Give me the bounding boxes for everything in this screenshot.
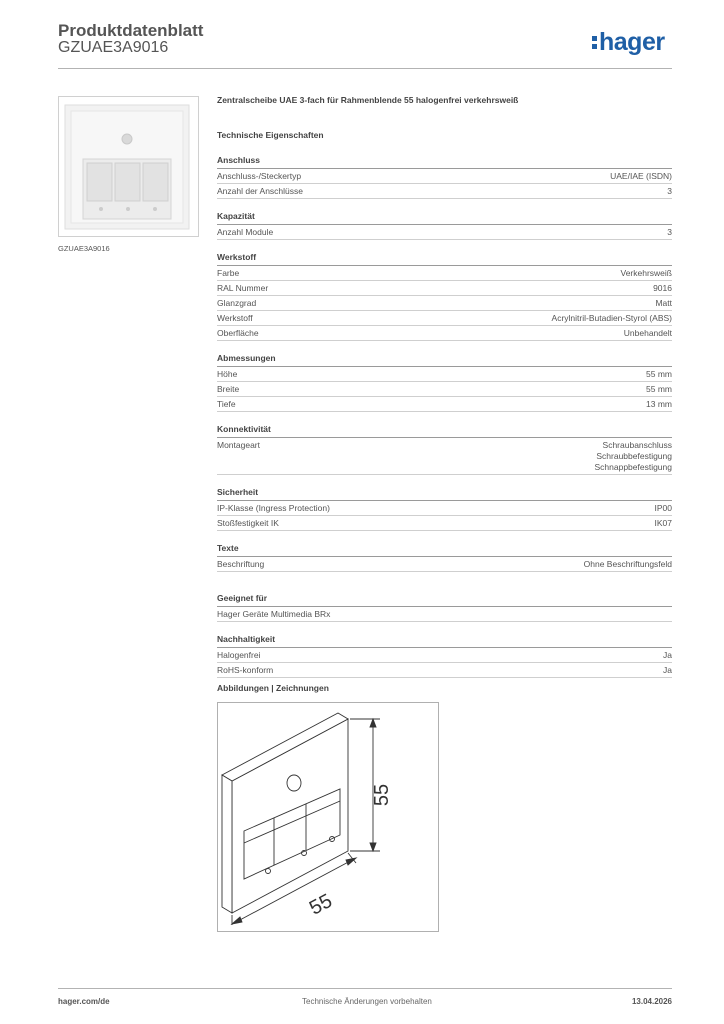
spec-value xyxy=(663,665,672,676)
section-heading: Konnektivität xyxy=(217,424,672,438)
page-title: Produktdatenblatt xyxy=(58,21,204,40)
spec-row xyxy=(217,382,672,397)
spec-value xyxy=(663,650,672,661)
dim-height-label: 55 xyxy=(371,783,393,807)
logo-colon-icon xyxy=(592,34,597,52)
spec-label: Montageart xyxy=(217,440,260,450)
spec-value xyxy=(667,186,672,197)
spec-label: Halogenfrei xyxy=(217,650,261,660)
spec-row xyxy=(217,296,672,311)
header-divider xyxy=(58,68,672,69)
spec-value-line: 3 xyxy=(667,186,672,196)
spec-value xyxy=(646,399,672,410)
spec-label: Werkstoff xyxy=(217,313,253,323)
spec-value-line: 13 mm xyxy=(646,399,672,409)
spec-row xyxy=(217,326,672,341)
spec-label: Anzahl der Anschlüsse xyxy=(217,186,303,196)
spec-row xyxy=(217,516,672,531)
footer-website[interactable]: hager.com/de xyxy=(58,997,110,1006)
spec-value-line: 9016 xyxy=(653,283,672,293)
tech-heading: Technische Eigenschaften xyxy=(217,130,324,140)
spec-row xyxy=(217,281,672,296)
spec-label: IP-Klasse (Ingress Protection) xyxy=(217,503,330,513)
spec-sections xyxy=(217,155,672,678)
section-heading: Texte xyxy=(217,543,672,557)
spec-label: Anschluss-/Steckertyp xyxy=(217,171,302,181)
spec-content xyxy=(217,95,672,678)
spec-value xyxy=(655,518,673,529)
spec-row xyxy=(217,607,672,622)
spec-label: Farbe xyxy=(217,268,240,278)
spec-label: Stoßfestigkeit IK xyxy=(217,518,279,528)
spec-value-line: Ja xyxy=(663,665,672,675)
technical-drawing xyxy=(217,702,439,932)
spec-label: Oberfläche xyxy=(217,328,259,338)
spec-value xyxy=(584,559,672,570)
spec-row xyxy=(217,225,672,240)
footer-divider xyxy=(58,988,672,989)
spec-value-line: IK07 xyxy=(654,518,672,528)
section-heading: Werkstoff xyxy=(217,252,672,266)
spec-value xyxy=(646,369,672,380)
spec-value-line: 55 mm xyxy=(646,369,672,379)
spec-section xyxy=(217,155,672,199)
spec-value-line: 55 mm xyxy=(646,384,672,394)
spec-section xyxy=(217,252,672,341)
spec-section xyxy=(217,211,672,240)
spec-row xyxy=(217,367,672,382)
spec-row xyxy=(217,169,672,184)
article-number: GZUAE3A9016 xyxy=(58,39,169,56)
spec-value xyxy=(552,313,672,324)
spec-value-line: Ja xyxy=(663,650,672,660)
spec-value xyxy=(667,227,672,238)
spec-value-line: Matt xyxy=(655,298,672,308)
spec-row xyxy=(217,501,672,516)
section-heading: Anschluss xyxy=(217,155,672,169)
spec-section xyxy=(217,353,672,412)
product-image-caption: GZUAE3A9016 xyxy=(58,244,110,253)
spec-label: Hager Geräte Multimedia BRx xyxy=(217,609,331,619)
spec-value xyxy=(610,171,672,182)
spec-label: RAL Nummer xyxy=(217,283,269,293)
product-title: Zentralscheibe UAE 3-fach für Rahmenblende 55 halogenfrei verkehrsweiß xyxy=(217,95,519,105)
spec-row xyxy=(217,184,672,199)
spec-label: Höhe xyxy=(217,369,238,379)
spec-label: Beschriftung xyxy=(217,559,265,569)
spec-value xyxy=(655,298,672,309)
spec-value xyxy=(624,328,672,339)
spec-section xyxy=(217,487,672,531)
spec-row xyxy=(217,648,672,663)
spec-section xyxy=(217,543,672,572)
spec-section xyxy=(217,593,672,622)
spec-value-line: Unbehandelt xyxy=(623,328,672,338)
spec-value-line: Acrylnitril-Butadien-Styrol (ABS) xyxy=(551,313,672,323)
faceplate-photo-icon xyxy=(59,97,198,236)
spec-value xyxy=(653,283,672,294)
section-heading: Abmessungen xyxy=(217,353,672,367)
spec-label: Breite xyxy=(217,384,240,394)
drawings-heading: Abbildungen | Zeichnungen xyxy=(217,683,329,693)
spec-row xyxy=(217,663,672,678)
spec-value-line: IP00 xyxy=(654,503,672,513)
dimension-drawing-icon xyxy=(218,703,438,931)
spec-value xyxy=(621,268,673,279)
spec-value-line: Schraubbefestigung xyxy=(596,451,672,461)
spec-value-line: Schraubanschluss xyxy=(602,440,672,450)
section-heading: Geeignet für xyxy=(217,593,672,607)
spec-row xyxy=(217,557,672,572)
section-heading: Kapazität xyxy=(217,211,672,225)
spec-label: Anzahl Module xyxy=(217,227,274,237)
spec-value-line: UAE/IAE (ISDN) xyxy=(610,171,672,181)
spec-value-line: Ohne Beschriftungsfeld xyxy=(583,559,672,569)
spec-row xyxy=(217,311,672,326)
spec-section xyxy=(217,634,672,678)
spec-row xyxy=(217,266,672,281)
hager-logo xyxy=(592,28,665,57)
product-image xyxy=(58,96,199,237)
spec-value-line: 3 xyxy=(667,227,672,237)
footer-note: Technische Änderungen vorbehalten xyxy=(302,997,432,1006)
spec-value-line: Schnappbefestigung xyxy=(594,462,672,472)
section-heading: Nachhaltigkeit xyxy=(217,634,672,648)
spec-value xyxy=(655,503,673,514)
footer-date: 13.04.2026 xyxy=(631,997,672,1006)
spec-label: Tiefe xyxy=(217,399,236,409)
spec-value xyxy=(646,384,672,395)
spec-value-line: Verkehrsweiß xyxy=(620,268,672,278)
section-heading: Sicherheit xyxy=(217,487,672,501)
spec-row xyxy=(217,397,672,412)
spec-label: RoHS-konform xyxy=(217,665,274,675)
logo-text: hager xyxy=(599,28,665,56)
spec-row xyxy=(217,438,672,475)
spec-label: Glanzgrad xyxy=(217,298,257,308)
spec-value xyxy=(594,440,672,473)
dim-width-label: 55 xyxy=(305,889,336,920)
spec-section xyxy=(217,424,672,475)
